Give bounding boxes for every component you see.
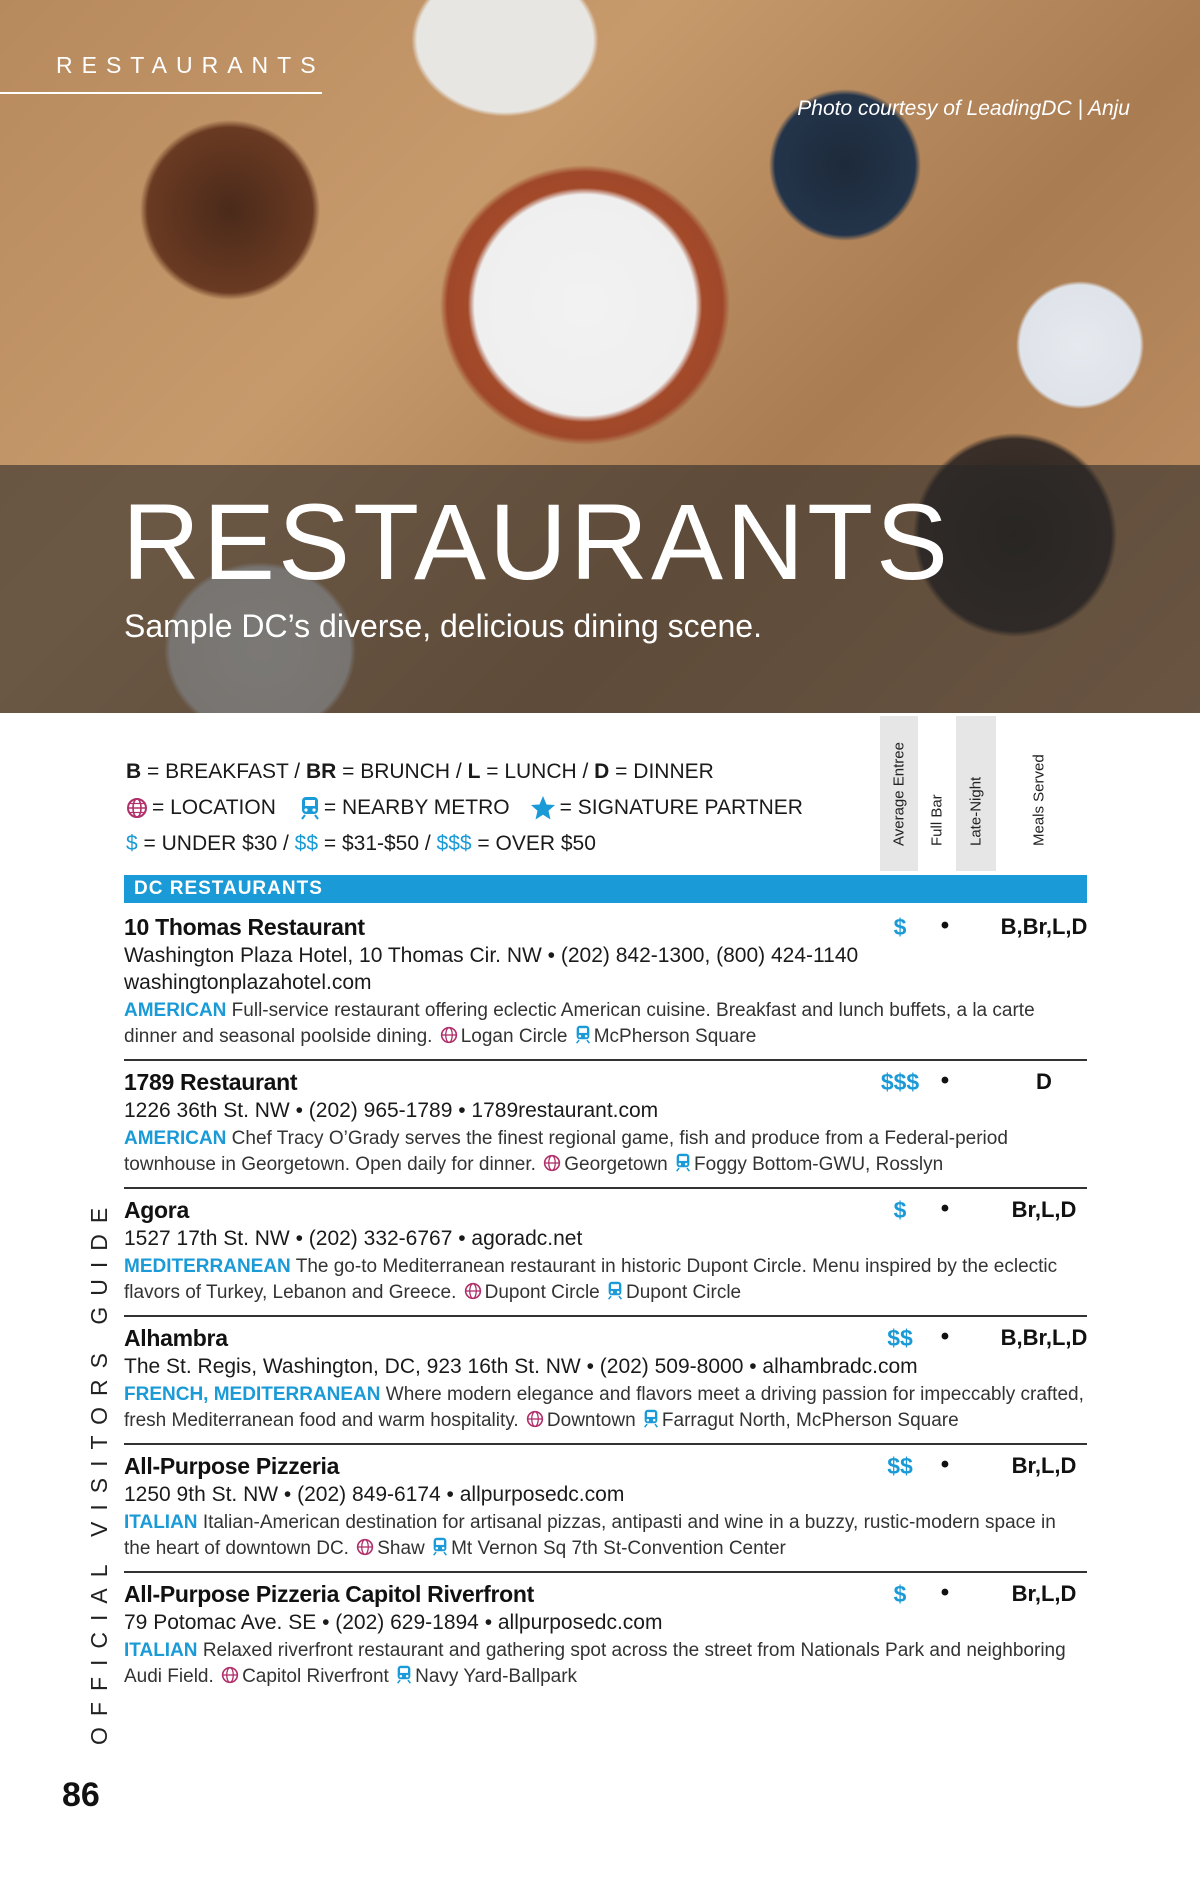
globe-icon: [464, 1282, 482, 1308]
cuisine-type: ITALIAN: [124, 1512, 198, 1533]
legend-key-brunch: BR: [305, 760, 337, 783]
restaurant-metro: Farragut North, McPherson Square: [661, 1410, 959, 1431]
meals-served: B,Br,L,D: [1000, 1325, 1088, 1350]
restaurant-entry: [124, 1189, 1087, 1317]
restaurant-entry: [124, 906, 1087, 1061]
column-headers: [880, 716, 1082, 871]
legend-key-breakfast: B: [126, 760, 142, 783]
restaurant-metro: Mt Vernon Sq 7th St-Convention Center: [451, 1538, 786, 1559]
metro-train-icon: [575, 1025, 591, 1052]
legend-price-over-symbol: $$$: [436, 832, 472, 855]
cuisine-type: FRENCH, MEDITERRANEAN: [124, 1384, 381, 1405]
meals-served: D: [1036, 1069, 1052, 1094]
restaurant-description: Italian-American destination for artisanal pizzas, antipasti and wine in a buzzy, rustic-modern space in the heart of downtown DC.: [124, 1512, 1056, 1559]
page-subtitle: Sample DC’s diverse, delicious dining scene.: [124, 608, 762, 644]
meals-served: Br,L,D: [1011, 1581, 1077, 1606]
restaurant-name: All-Purpose Pizzeria: [124, 1453, 340, 1479]
legend-value-dinner: = DINNER: [609, 760, 714, 783]
restaurant-list: [124, 906, 1087, 1699]
legend-location-label: = LOCATION: [152, 796, 276, 819]
cuisine-type: AMERICAN: [124, 1128, 227, 1149]
full-bar-indicator: •: [940, 912, 950, 939]
legend-key-lunch: L: [467, 760, 481, 783]
column-label: Late-Night: [967, 776, 985, 846]
metro-train-icon: [432, 1537, 448, 1564]
globe-icon: [356, 1538, 374, 1564]
column-meals-served: [996, 716, 1082, 871]
restaurant-location: Dupont Circle: [484, 1282, 600, 1303]
legend-price-mid-symbol: $$: [294, 832, 319, 855]
metro-train-icon: [607, 1281, 623, 1308]
hero-section-label: RESTAURANTS: [56, 52, 325, 78]
restaurant-name: Alhambra: [124, 1325, 228, 1351]
restaurant-name: 10 Thomas Restaurant: [124, 914, 365, 940]
restaurant-entry: [124, 1317, 1087, 1445]
restaurant-description: Full-service restaurant offering eclectic American cuisine. Breakfast and lunch buffets, a la carte dinner and seasonal poolside dining.: [124, 1000, 1035, 1047]
average-entree-price: $: [893, 914, 907, 940]
meals-served: B,Br,L,D: [1000, 914, 1088, 939]
full-bar-indicator: •: [940, 1067, 950, 1094]
full-bar-indicator: •: [940, 1323, 950, 1350]
full-bar-indicator: •: [940, 1579, 950, 1606]
restaurant-description: Chef Tracy O’Grady serves the finest regional game, fish and produce from a Federal-period townhouse in Georgetown. Open daily for dinner.: [124, 1128, 1008, 1175]
average-entree-price: $$$: [880, 1069, 920, 1095]
restaurant-address: 1226 36th St. NW • (202) 965-1789 • 1789restaurant.com: [124, 1099, 659, 1122]
globe-icon: [440, 1026, 458, 1052]
legend-price-line: [126, 826, 803, 862]
meals-served: Br,L,D: [1011, 1197, 1077, 1222]
restaurant-description-block: [124, 1382, 1087, 1436]
restaurant-entry: [124, 1061, 1087, 1189]
hero-banner: [0, 0, 1200, 713]
restaurant-name: All-Purpose Pizzeria Capitol Riverfront: [124, 1581, 535, 1607]
column-late-night: [956, 716, 996, 871]
photo-credit: Photo courtesy of LeadingDC | Anju: [797, 97, 1130, 120]
metro-train-icon: [300, 796, 320, 820]
restaurant-address: 1527 17th St. NW • (202) 332-6767 • agoradc.net: [124, 1227, 583, 1250]
column-label: Average Entree: [890, 742, 908, 846]
restaurant-name: 1789 Restaurant: [124, 1069, 298, 1095]
star-icon: [530, 795, 556, 821]
page-number: 86: [62, 1776, 100, 1814]
restaurant-metro: Dupont Circle: [626, 1282, 742, 1303]
restaurant-description-block: [124, 1254, 1087, 1308]
average-entree-price: $$: [887, 1325, 913, 1351]
restaurant-location: Logan Circle: [460, 1026, 568, 1047]
average-entree-price: $$: [887, 1453, 913, 1479]
restaurant-location: Shaw: [377, 1538, 425, 1559]
legend-value-lunch: = LUNCH /: [480, 760, 595, 783]
side-label: OFFICIAL VISITORS GUIDE: [86, 1196, 112, 1745]
hero-section-rule: [0, 92, 322, 94]
legend-metro-label: = NEARBY METRO: [323, 796, 510, 819]
legend-key-dinner: D: [594, 760, 610, 783]
restaurant-description: Relaxed riverfront restaurant and gathering spot across the street from Nationals Park and neighboring Audi Field.: [124, 1640, 1066, 1687]
restaurant-address: 1250 9th St. NW • (202) 849-6174 • allpurposedc.com: [124, 1483, 625, 1506]
average-entree-price: $: [893, 1581, 907, 1607]
legend-icons-line: [126, 790, 803, 826]
restaurant-description: The go-to Mediterranean restaurant in historic Dupont Circle. Menu inspired by the eclectic flavors of Turkey, Lebanon and Greece.: [124, 1256, 1058, 1303]
section-header-dc-restaurants: DC RESTAURANTS: [124, 875, 1087, 903]
legend-price-over-label: = OVER $50: [471, 832, 596, 855]
globe-icon: [126, 797, 148, 819]
restaurant-name: Agora: [124, 1197, 189, 1223]
cuisine-type: AMERICAN: [124, 1000, 227, 1021]
column-full-bar: [918, 716, 956, 871]
restaurant-metro: Foggy Bottom-GWU, Rosslyn: [694, 1154, 944, 1175]
restaurant-description: Where modern elegance and flavors meet a driving passion for impeccably crafted, fresh Mediterranean food and warm hospitality.: [124, 1384, 1084, 1431]
column-label: Full Bar: [928, 794, 946, 846]
metro-train-icon: [675, 1153, 691, 1180]
metro-train-icon: [643, 1409, 659, 1436]
restaurant-location: Downtown: [546, 1410, 636, 1431]
restaurant-location: Georgetown: [564, 1154, 668, 1175]
meals-served: Br,L,D: [1011, 1453, 1077, 1478]
legend-price-mid-label: = $31-$50 /: [318, 832, 437, 855]
column-average-entree: [880, 716, 918, 871]
full-bar-indicator: •: [940, 1195, 950, 1222]
full-bar-indicator: •: [940, 1451, 950, 1478]
legend-price-under-label: = UNDER $30 /: [137, 832, 295, 855]
legend-value-breakfast: = BREAKFAST /: [141, 760, 306, 783]
restaurant-metro: McPherson Square: [593, 1026, 757, 1047]
metro-train-icon: [396, 1665, 412, 1692]
restaurant-description-block: [124, 1126, 1087, 1180]
restaurant-address: Washington Plaza Hotel, 10 Thomas Cir. NW • (202) 842-1300, (800) 424-1140: [124, 944, 859, 967]
restaurant-location: Capitol Riverfront: [242, 1666, 389, 1687]
restaurant-address: 79 Potomac Ave. SE • (202) 629-1894 • allpurposedc.com: [124, 1611, 663, 1634]
column-label: Meals Served: [1030, 754, 1048, 846]
globe-icon: [221, 1666, 239, 1692]
legend-meals-line: [126, 754, 803, 790]
legend: [126, 754, 803, 862]
cuisine-type: ITALIAN: [124, 1640, 198, 1661]
globe-icon: [526, 1410, 544, 1436]
legend-price-under-symbol: $: [126, 832, 138, 855]
restaurant-description-block: [124, 1510, 1087, 1564]
restaurant-address: The St. Regis, Washington, DC, 923 16th St. NW • (202) 509-8000 • alhambradc.com: [124, 1355, 918, 1378]
restaurant-description-block: [124, 1638, 1087, 1692]
restaurant-description-block: [124, 998, 1087, 1052]
restaurant-website[interactable]: washingtonplazahotel.com: [124, 971, 372, 994]
page-title: RESTAURANTS: [122, 481, 952, 602]
restaurant-entry: [124, 1445, 1087, 1573]
cuisine-type: MEDITERRANEAN: [124, 1256, 291, 1277]
restaurant-entry: [124, 1573, 1087, 1699]
globe-icon: [543, 1154, 561, 1180]
legend-signature-label: = SIGNATURE PARTNER: [559, 796, 803, 819]
restaurant-metro: Navy Yard-Ballpark: [415, 1666, 578, 1687]
average-entree-price: $: [893, 1197, 907, 1223]
legend-value-brunch: = BRUNCH /: [336, 760, 468, 783]
